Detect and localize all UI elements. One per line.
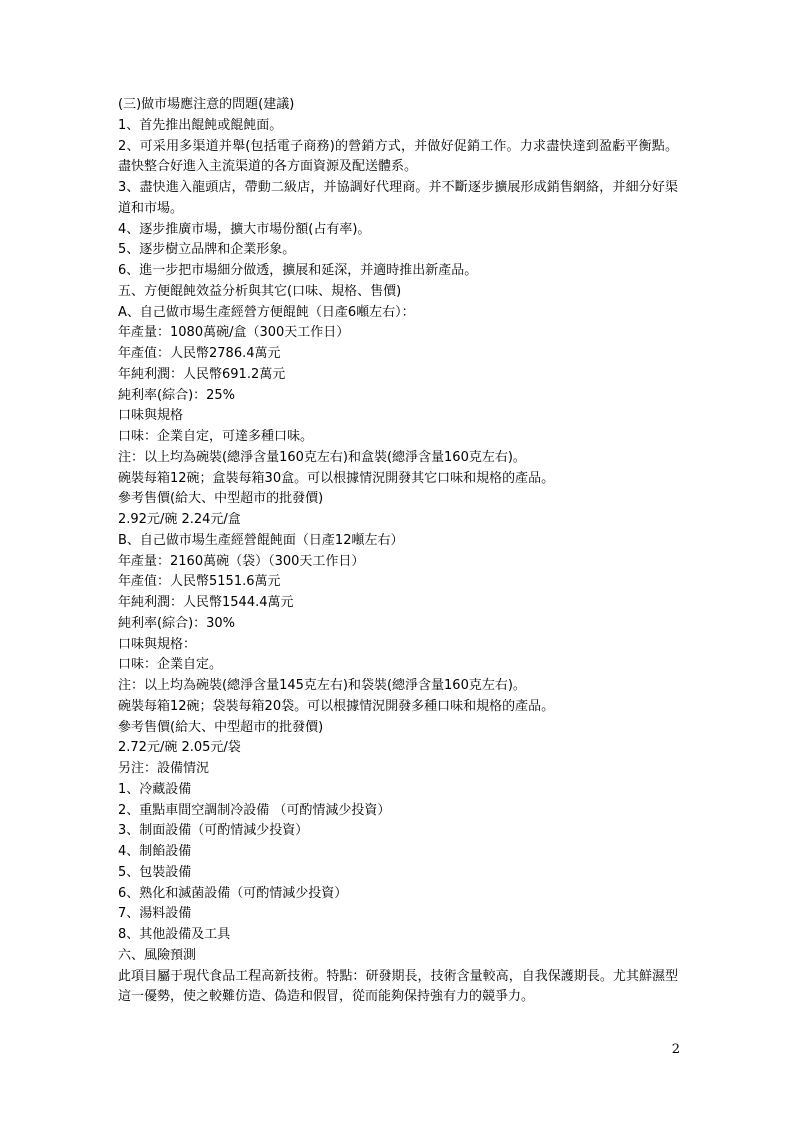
text-line: 口味與規格： bbox=[118, 636, 197, 652]
text-line: 年產量：2160萬碗（袋）（300天工作日） bbox=[118, 553, 365, 569]
text-line: 另注：設備情況 bbox=[118, 761, 210, 776]
list-item: 7、湯料設備 bbox=[118, 906, 192, 922]
list-item: 2、可采用多渠道并舉(包括電子商務)的營銷方式，并做好促銷工作。力求盡快達到盈虧平衡點。盡快整合好進入主流渠道的各方面資源及配送體系。 bbox=[118, 138, 678, 175]
list-item: 8、其他設備及工具 bbox=[118, 927, 231, 942]
text-line: 純利率(綜合)：25% bbox=[118, 387, 236, 403]
list-item: 5、包裝設備 bbox=[118, 864, 192, 880]
text-line: 年純利潤：人民幣1544.4萬元 bbox=[118, 595, 294, 610]
text-line: 參考售價(給大、中型超市的批發價) bbox=[118, 719, 324, 735]
section-heading: (三)做市場應注意的問題(建議) bbox=[118, 97, 295, 112]
text-line: 口味：企業自定，可達多種口味。 bbox=[118, 429, 314, 444]
list-item: 5、逐步樹立品牌和企業形象。 bbox=[118, 242, 296, 258]
text-line: 參考售價(給大、中型超市的批發價) bbox=[118, 491, 324, 507]
list-item: 3、制面設備（可酌情減少投資） bbox=[118, 823, 309, 839]
text-line: 碗裝每箱12碗；袋裝每箱20袋。可以根據情況開發多種口味和規格的產品。 bbox=[118, 698, 555, 714]
list-item: 1、首先推出餛飩或餛飩面。 bbox=[118, 117, 283, 133]
subsection-heading: A、自己做市場生產經營方便餛飩（日產6噸左右）： bbox=[118, 304, 415, 320]
text-line: 年產量：1080萬碗/盒（300天工作日） bbox=[118, 325, 350, 341]
section-heading: 五、方便餛飩效益分析與其它(口味、規格、售價) bbox=[118, 283, 402, 299]
text-line: 口味：企業自定。 bbox=[118, 657, 223, 673]
list-item: 6、進一步把市場細分做透，擴展和延深，并適時推出新產品。 bbox=[118, 263, 478, 278]
list-item: 2、重點車間空調制冷設備 （可酌情減少投資） bbox=[118, 802, 391, 818]
page-number: 2 bbox=[671, 1042, 680, 1057]
text-line: 2.92元/碗 2.24元/盒 bbox=[118, 512, 241, 527]
list-item: 6、熟化和滅菌設備（可酌情減少投資） bbox=[118, 885, 348, 901]
text-line: 年產值：人民幣5151.6萬元 bbox=[118, 574, 281, 590]
list-item: 4、制餡設備 bbox=[118, 844, 192, 859]
text-line: 碗裝每箱12碗；盒裝每箱30盒。可以根據情況開發其它口味和規格的產品。 bbox=[118, 470, 555, 486]
text-line: 年產值：人民幣2786.4萬元 bbox=[118, 346, 281, 361]
list-item: 1、冷藏設備 bbox=[118, 781, 192, 797]
paragraph: 此項目屬于現代食品工程高新技術。特點：研發期長，技術含量較高，自我保護期長。尤其鮮濕型這一優勢，使之較難仿造、偽造和假冒，從而能夠保持強有力的競爭力。 bbox=[118, 968, 678, 1005]
list-item: 4、逐步推廣市場，擴大市場份額(占有率)。 bbox=[118, 221, 371, 237]
section-heading: 六、風險預測 bbox=[118, 947, 197, 963]
text-line: 注：以上均為碗裝(總淨含量160克左右)和盒裝(總淨含量160克左右)。 bbox=[118, 449, 526, 465]
text-line: 純利率(綜合)：30% bbox=[118, 615, 236, 631]
text-line: 口味與規格 bbox=[118, 408, 184, 424]
text-line: 注：以上均為碗裝(總淨含量145克左右)和袋裝(總淨含量160克左右)。 bbox=[118, 678, 526, 693]
list-item: 3、盡快進入龍頭店，帶動二級店，并協調好代理商。并不斷逐步擴展形成銷售網絡，并細分好渠道和市場。 bbox=[118, 180, 678, 216]
document-body bbox=[118, 95, 678, 1008]
text-line: 2.72元/碗 2.05元/袋 bbox=[118, 740, 241, 756]
subsection-heading: B、自己做市場生產經營餛飩面（日產12噸左右） bbox=[118, 532, 404, 548]
text-line: 年純利潤：人民幣691.2萬元 bbox=[118, 366, 286, 382]
